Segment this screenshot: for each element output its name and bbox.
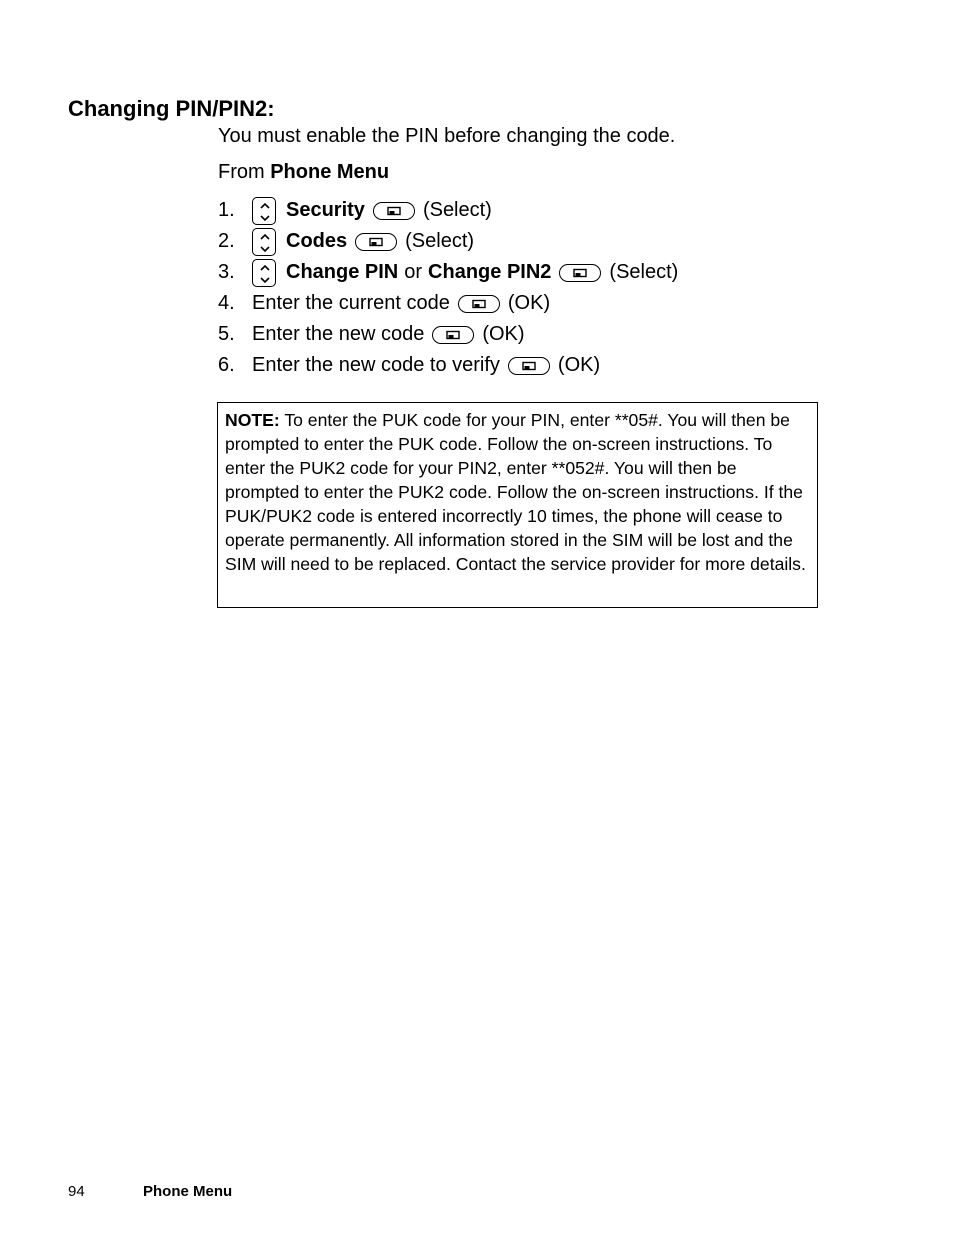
page-number: 94 [68,1183,85,1200]
step-number: 2. [218,230,235,252]
soft-key-icon [355,233,397,251]
step-text: Enter the new code to verify [252,354,500,376]
step-item-codes: Codes [286,230,348,252]
step-number: 3. [218,261,235,283]
step-number: 5. [218,323,235,345]
footer-section-title: Phone Menu [143,1183,233,1200]
step-6 [218,350,838,381]
note-text: To enter the PUK code for your PIN, enter **05#. You will then be prompted to enter the PUK code. Follow the on-screen instructions. To enter the PUK2 code for your PIN2, enter **052#. You will then be prompted to enter the PUK2 code. Follow the on-screen instructions. If the PUK/PUK2 code is entered incorrectly 10 times, the phone will cease to operate permanently. All information stored in the SIM will be lost and the SIM will need to be replaced. Contact the service provider for more details. [225,410,806,574]
step-5 [218,319,838,350]
step-item-change-pin2: Change PIN2 [428,261,552,283]
from-prefix: From [218,161,271,183]
step-1 [218,195,838,226]
up-down-nav-key-icon [252,228,276,256]
note-box [217,402,818,608]
soft-key-icon [508,357,550,375]
step-action: (Select) [422,199,492,221]
step-2 [218,226,838,257]
page-title: Changing PIN/PIN2: [68,96,275,121]
step-action: (Select) [405,230,475,252]
steps-list [218,195,838,381]
step-action: (OK) [557,354,601,376]
step-3 [218,257,838,288]
intro-text: You must enable the PIN before changing the code. [218,125,676,147]
step-action: (Select) [609,261,679,283]
step-action: (OK) [482,323,525,345]
step-item-change-pin: Change PIN [286,261,399,283]
from-line [218,161,389,184]
step-action: (OK) [507,292,551,314]
step-4 [218,288,838,319]
from-menu-name: Phone Menu [270,161,390,183]
soft-key-icon [432,326,474,344]
up-down-nav-key-icon [252,197,276,225]
step-number: 6. [218,354,235,376]
step-text: Enter the current code [252,292,450,314]
up-down-nav-key-icon [252,259,276,287]
note-label: NOTE: [225,410,280,430]
soft-key-icon [458,295,500,313]
step-connector: or [404,261,423,283]
soft-key-icon [373,202,415,220]
step-number: 1. [218,199,235,221]
soft-key-icon [559,264,601,282]
step-item-security: Security [286,199,365,221]
step-number: 4. [218,292,235,314]
step-text: Enter the new code [252,323,425,345]
